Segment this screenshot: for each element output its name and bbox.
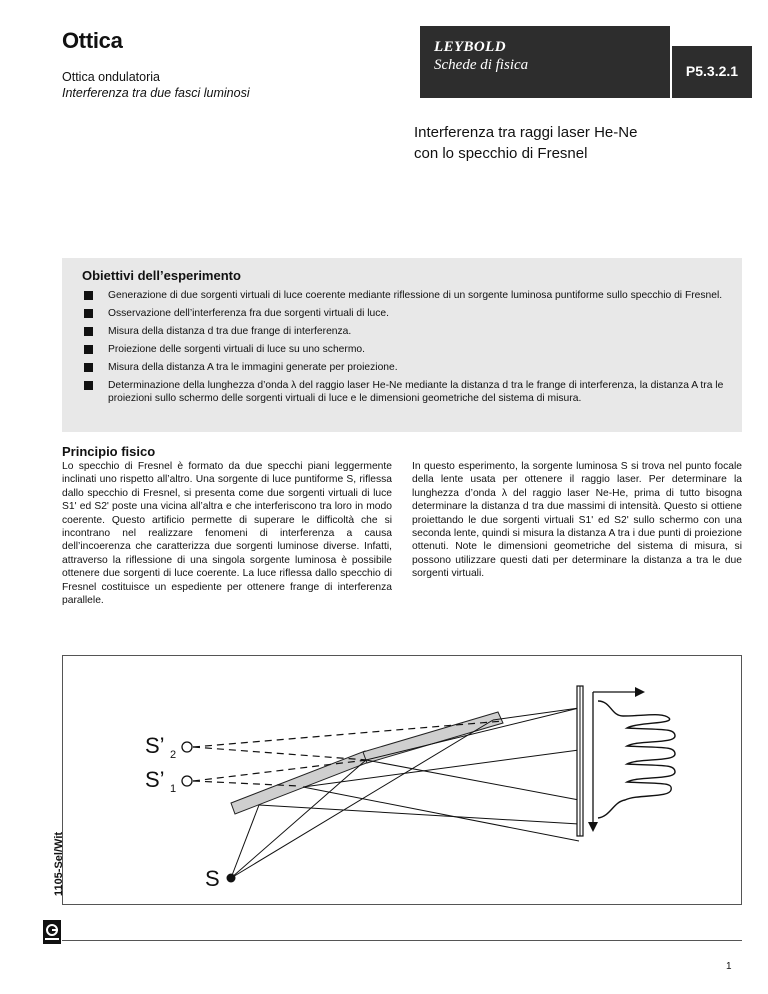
principle-heading: Principio fisico <box>62 444 156 459</box>
square-bullet-icon <box>84 327 93 336</box>
fresnel-diagram <box>63 656 741 904</box>
footer-rule <box>62 940 742 941</box>
arrow-right-icon <box>635 687 645 697</box>
virtual-ray <box>193 747 367 760</box>
arrow-down-icon <box>588 822 598 832</box>
brand-box <box>420 26 670 98</box>
virtual-source-s1 <box>182 776 192 786</box>
interference-fringes-curve <box>598 701 675 818</box>
fresnel-mirror-figure <box>62 655 742 905</box>
reflected-ray <box>366 708 579 760</box>
series-name: Schede di fisica <box>434 57 529 73</box>
objectives-box <box>62 258 742 432</box>
reflected-ray <box>366 760 579 800</box>
side-label-text: 1105-Sel/Wit <box>53 831 65 897</box>
principle-text-left: Lo specchio di Fresnel è formato da due specchi piani leggermente inclinati uno rispetto all’altro. Una sorgente di luce puntiforme S, riflessa dallo specchio di Fresnel, si presenta come due sorgenti virtuali di luce S1' ed S2' poste una vicina all’altra e che interferiscono tra loro in modo coerente. Questo artificio permette di superare le difficoltà che si incontrano nel realizzare fenomeni di interferenza a causa dell’incoerenza che caratterizza due sorgenti luminose diverse. Infatti, attraverso la riflessione di una singola sorgente luminosa è possibile ottenere due sorgenti di luce coerente. La luce riflessa dallo specchio di Fresnel costituisce un espediente per ottenere frange di interferenza parallele. <box>62 461 392 607</box>
light-source-s <box>227 874 236 883</box>
objective-item <box>82 307 726 320</box>
reflected-ray <box>259 805 579 824</box>
square-bullet-icon <box>84 309 93 318</box>
square-bullet-icon <box>84 345 93 354</box>
principle-text-right: In questo esperimento, la sorgente luminosa S si trova nel punto focale della lente usata per ottenere il raggio laser. Per determinare la lunghezza d’onda λ del raggio laser Ne-He, prima di tutto bisogna determinare la distanza d tra due massimi di intensità. Questo si ottiene proiettando le due sorgenti virtuali S1' ed S2' sullo schermo con una seconda lente, quindi si misura la distanza A tra i due punti di proiezione ottenuti. Note le dimensioni geometriche del sistema di misura, si possono utilizzare questi dati per determinare la distanza a tra le due sorgenti virtuali. <box>412 461 742 580</box>
page-title: Ottica <box>62 28 123 53</box>
objective-text: Misura della distanza d tra due frange di interferenza. <box>108 326 352 337</box>
objective-item <box>82 289 726 302</box>
side-label <box>52 820 66 910</box>
square-bullet-icon <box>84 363 93 372</box>
objective-item <box>82 379 726 405</box>
objective-text: Generazione di due sorgenti virtuali di luce coerente mediante riflessione di un sorgente luminosa puntiforme sullo specchio di Fresnel. <box>108 290 723 301</box>
objective-text: Determinazione della lunghezza d’onda λ del raggio laser He-Ne mediante la distanza d tra le frange di interferenza, la distanza A tra le proiezioni sullo schermo delle sorgenti virtuali di luce e le dimensioni geometriche del sistema di misura. <box>108 380 724 404</box>
objective-item <box>82 361 726 374</box>
label-s1-base: S’ <box>145 767 165 792</box>
objectives-heading: Obiettivi dell’esperimento <box>82 268 241 283</box>
label-s2-sub: 2 <box>170 749 177 761</box>
label-s1-sub: 1 <box>170 783 177 795</box>
logo-icon <box>43 920 61 944</box>
objective-text: Proiezione delle sorgenti virtuali di luce su uno schermo. <box>108 344 365 355</box>
incident-ray <box>231 805 259 878</box>
square-bullet-icon <box>84 381 93 390</box>
objective-text: Misura della distanza A tra le immagini generate per proiezione. <box>108 362 398 373</box>
section-subtitle: Ottica ondulatoria <box>62 70 160 84</box>
experiment-title <box>414 122 714 164</box>
objectives-list <box>82 289 726 405</box>
objective-item <box>82 343 726 356</box>
reflected-ray <box>303 787 579 841</box>
objective-text: Osservazione dell’interferenza fra due sorgenti virtuali di luce. <box>108 308 390 319</box>
topic-subtitle: Interferenza tra due fasci luminosi <box>62 86 250 100</box>
experiment-title-line2: con lo specchio di Fresnel <box>414 145 588 162</box>
virtual-source-s2 <box>182 742 192 752</box>
square-bullet-icon <box>84 291 93 300</box>
mirror-1 <box>231 751 369 814</box>
label-s2-base: S’ <box>145 733 165 758</box>
label-s: S <box>205 866 220 891</box>
objective-item <box>82 325 726 338</box>
experiment-title-line1: Interferenza tra raggi laser He-Ne <box>414 124 638 141</box>
sheet-code: P5.3.2.1 <box>672 46 752 98</box>
publisher-logo <box>43 920 61 944</box>
brand-name: LEYBOLD <box>434 39 506 55</box>
page-number: 1 <box>726 961 732 972</box>
